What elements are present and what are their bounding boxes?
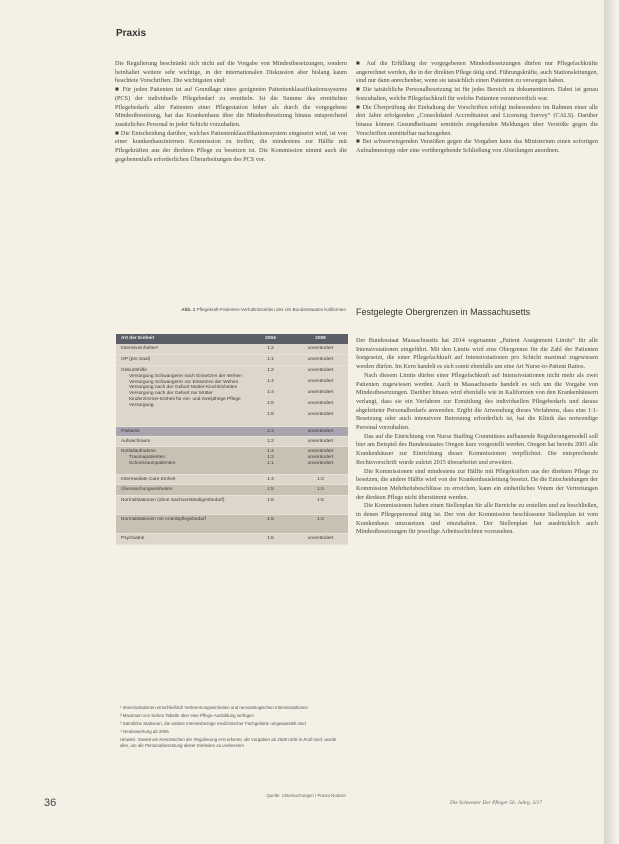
value-2004: 1:4 bbox=[267, 390, 274, 395]
value-2004: 1:1 bbox=[267, 461, 274, 466]
table-row bbox=[116, 534, 348, 545]
header-cell: 2008 bbox=[315, 336, 326, 342]
row-label: Überwachungseinheiten bbox=[121, 487, 173, 492]
row-label: Aufwachraum bbox=[121, 439, 151, 444]
table-source: Quelle: Untersuchungen / Praxis-Notizen bbox=[266, 793, 346, 798]
row-label-cell bbox=[116, 475, 248, 483]
bullet-icon: ■ bbox=[356, 60, 367, 67]
row-sublabel: Kinderzimmer-Einheit für ein- und zweijährige Pflege Versorgung bbox=[129, 396, 241, 408]
page-edge bbox=[604, 0, 619, 844]
value-2008-cell: unverändert bbox=[307, 439, 334, 444]
row-sublabel: Versorgung Schwangerer nach Einsetzen der Wehen bbox=[129, 373, 242, 379]
row-label: Normalstationen (ohne Sachverständigenbedarf) bbox=[121, 498, 225, 503]
value-2008-cell: unverändert bbox=[307, 346, 334, 351]
value-2004-cell: 1:2 bbox=[267, 439, 274, 444]
paragraph: Nach diesem Limits dürfen einer Pflegefachkraft auf Intensivstationen nicht mehr als zwei Patienten zugewiesen werden. Auch in Massachusetts handelt es sich um die Vorgabe von Mindestbesetzungen. Darüber hinaus wird ebenfalls wie in Kalifornien von den Krankenhäusern verlangt, dass sie ein Verfahren zur Ermittlung des individuellen Pflegebedarfs und daraus abgeleiteter Personalbedarfs anwenden. Ergibt die Anwendung dieses Verfahrens, dass eine 1:1-Besetzung oder auch intensivere Betreuung erforderlich ist, hat die Klinik das notwendige Personal vorzuhalten. bbox=[356, 371, 598, 432]
right-column-bottom bbox=[356, 337, 598, 537]
value-2004-cell bbox=[248, 366, 293, 423]
value-2008: unverändert bbox=[307, 401, 334, 406]
value-2004: 1:6 bbox=[267, 401, 274, 406]
row-label: Geburtshilfe bbox=[121, 368, 147, 373]
value-2008-cell bbox=[293, 447, 348, 467]
table-row bbox=[116, 475, 348, 485]
left-column bbox=[115, 60, 347, 164]
bullet-icon: ■ bbox=[356, 103, 363, 111]
paragraph: Der Bundesstaat Massachusetts hat 2014 sogenannte „Patient Assignment Limits“ für alle Intensivstationen eingeführt. Mit den Limits wird eine Obergrenze für die Zahl der Patienten festgesetzt, die einer Pflegefachkraft auf Intensivstationen pro Schicht maximal zugewiesen werden dürfen. Im Kern handelt es sich somit ebenfalls um eine Art Nurse-to-Patient Ratios. bbox=[356, 337, 598, 371]
table-row bbox=[116, 447, 348, 475]
bullet-paragraph: ■ Die tatsächliche Personalbesetzung ist für jedes Bereich zu dokumentieren. Dabei ist genau festzuhalten, welche Pflegefachkraft für welche Patienten verantwortlich war. bbox=[356, 86, 598, 102]
value-2004: 1:2 bbox=[267, 368, 274, 373]
row-sublabel: Versorgung Schwangerer vor Einsetzen der Wehen bbox=[129, 379, 239, 385]
table-header bbox=[116, 334, 348, 344]
value-2004-cell: 1:5 bbox=[267, 487, 274, 492]
value-2004-cell: 1:1 bbox=[267, 357, 274, 362]
row-label: Notfallaufnahme bbox=[121, 449, 156, 454]
value-2004: 1:4 bbox=[267, 379, 274, 384]
value-2004-cell bbox=[248, 447, 293, 467]
bullet-icon: ■ bbox=[115, 86, 123, 94]
table-body bbox=[116, 344, 348, 545]
value-2008-cell: unverändert bbox=[307, 429, 334, 434]
value-2008-cell: unverändert bbox=[307, 536, 334, 541]
table-notes bbox=[120, 705, 346, 751]
row-label-cell bbox=[116, 485, 248, 493]
value-2004-cell: 1:6 bbox=[267, 536, 274, 541]
row-label: Intermediate Care Einheit bbox=[121, 477, 176, 482]
paragraph: Die Regulierung beschränkt sich nicht auf die Vorgabe von Mindestbesetzungen, sondern beinhaltet weitere sehr wichtige, in der internationalen Diskussion aber bislang kaum beachtete Vorschriften. Die wichtigsten sind: bbox=[115, 60, 347, 85]
row-sublabel: Versorgung nach der Geburt Mutter-Kind-Einheiten bbox=[129, 385, 238, 391]
table-row bbox=[116, 427, 348, 437]
note: ¹ Intensivstationen einschließlich Verbrennungseinheiten und neonatologischen Intensivstationen bbox=[120, 705, 308, 710]
value-2008: unverändert bbox=[307, 412, 334, 417]
row-sublabel: Schockraumpatienten bbox=[129, 460, 176, 466]
bullet-paragraph: ■ Die Entscheidung darüber, welches Patientenklassifikationssystem eingesetzt wird, ist von einer krankenhausinternen Kommission zu treffen, die mindestens zur Hälfte mit Pflegekräften aus der direkten Pflege zu besetzen ist. Die Kommission nimmt auch die gegebenenfalls erforderlichen Überarbeitungen des PCS vor. bbox=[115, 129, 347, 163]
paragraph: Das auf die Einrichtung von Nurse Staffing Committees aufbauende Regulierungsmodell soll hier am Beispiel des Bundesstaates Oregon kurz vorgestellt werden. Oregon hat bereits 2001 alle Krankenhäuser zur Einrichtung dieser Kommissionen verpflichtet. Die entsprechende Rechtsvorschrift wurde zuletzt 2015 überarbeitet und erweitert. bbox=[356, 432, 598, 466]
bullet-icon: ■ bbox=[115, 129, 121, 137]
row-label-cell bbox=[116, 366, 248, 409]
note: ² Maximum von sieben Tabelle über eine Pflege-Ausbildung verfügen bbox=[120, 713, 254, 718]
table-row bbox=[116, 355, 348, 366]
bullet-paragraph: ■ Auf die Erfüllung der vorgegebenen Mindestbesetzungen dürfen nur Pflegefachkräfte angerechnet werden, die in der direkten Pflege tätig sind. Führungskräfte, auch Stationsleitungen, sind nur dann anrechenbar, wenn sie tatsächlich einen Patienten zu versorgen haben. bbox=[356, 60, 598, 85]
bullet-paragraph: ■ Die Überprüfung der Einhaltung der Vorschriften erfolgt insbesondere im Rahmen einer alle drei Jahre erfolgenden „Consolidated Accreditation and Licensing Survey“ (CALS). Darüber hinaus können Gesundheitsamt ermitteln eingehenden Meldungen über Verstöße gegen die Vorschriften unmittelbar nachzugehen. bbox=[356, 103, 598, 137]
value-2008-cell: 1:4 bbox=[317, 487, 324, 492]
row-sublabel: Versorgung nach der Geburt nur Mütter bbox=[129, 391, 213, 397]
row-label-cell bbox=[116, 447, 248, 466]
value-2004-cell: 1:4 bbox=[267, 477, 274, 482]
table-row bbox=[116, 496, 348, 515]
ratio-table bbox=[116, 334, 348, 545]
value-2008-cell: 1:4 bbox=[317, 517, 324, 522]
row-label-cell bbox=[116, 355, 248, 363]
note: Hinweis: Soweit ein Kennzeichen der Regulierung erst erkennt, die Vorgaben ab 2008 nicht in Kraft sind, wurde dies, um die Personalbesetzung dieser Einheiten zu verbessern bbox=[120, 737, 337, 748]
header-cell: 2004 bbox=[265, 336, 276, 342]
table-row bbox=[116, 515, 348, 534]
row-label: Normalstationen mit Anteilspflegebedarf bbox=[121, 517, 206, 522]
value-2008: unverändert bbox=[307, 390, 334, 395]
value-2004: 1:4 bbox=[267, 449, 274, 454]
table-caption bbox=[150, 307, 346, 314]
value-2004: 1:8 bbox=[267, 412, 274, 417]
row-label: Pädiatrie bbox=[121, 429, 140, 434]
row-label-cell bbox=[116, 496, 248, 504]
value-2008: unverändert bbox=[307, 449, 334, 454]
row-sublabel: Traumapatienten bbox=[129, 454, 166, 460]
subheading: Festgelegte Obergrenzen in Massachusetts bbox=[356, 307, 531, 317]
value-2008-cell: 1:5 bbox=[317, 498, 324, 503]
page-number: 36 bbox=[44, 797, 57, 809]
caption-text: Pflegekraft-Patienten-Verhältniszahlen des US-Bundesstaates Kalifornien bbox=[196, 307, 346, 312]
journal-name: Die Schwester Der Pfleger 56. Jahrg. 3/17 bbox=[450, 800, 543, 806]
row-label-cell bbox=[116, 427, 248, 435]
value-2004-cell: 1:4 bbox=[267, 429, 274, 434]
row-label-cell bbox=[116, 344, 248, 352]
caption-label: Abb. 1 bbox=[181, 307, 196, 312]
row-label-cell bbox=[116, 437, 248, 445]
row-label-cell bbox=[116, 515, 248, 523]
value-2004: 1:2 bbox=[267, 455, 274, 460]
note: ³ Sämtliche Stationen, die andere Intensivbezüge medizinischer Fachgebiete umgewandelt sind bbox=[120, 721, 306, 726]
value-2008: unverändert bbox=[307, 461, 334, 466]
value-2008-cell bbox=[293, 366, 348, 423]
value-2008: unverändert bbox=[307, 379, 334, 384]
value-2008-cell: 1:3 bbox=[317, 477, 324, 482]
paragraph: Die Kommissionen sind mindestens zur Hälfte mit Pflegekräften aus der direkten Pflege zu besetzen, die andere Hälfte wird von der Krankenhausleitung besetzt. Da die Entscheidungen der Kommission Mehrheitsbeschlüsse zu erreichen, kann ein einheitliches Votum der Vertretungen der direkten Pflege nicht überstimmt werden. bbox=[356, 467, 598, 501]
bullet-icon: ■ bbox=[356, 86, 363, 94]
row-label: Psychiatrie bbox=[121, 536, 145, 541]
row-label: OP (pro Saal) bbox=[121, 357, 151, 362]
table-row bbox=[116, 437, 348, 447]
bullet-paragraph: ■ Bei schwerwiegenden Verstößen gegen die Vorgaben kann das Ministerium einen sofortigen Aufnahmestopp oder eine vorübergehende Schließung von Abteilungen anordnen. bbox=[356, 138, 598, 155]
value-2004-cell: 1:5 bbox=[267, 517, 274, 522]
header-cell: Art der Einheit bbox=[121, 336, 155, 342]
table-row bbox=[116, 366, 348, 427]
value-2004-cell: 1:6 bbox=[267, 498, 274, 503]
value-2008-cell: unverändert bbox=[307, 357, 334, 362]
paragraph: Die Kommissionen haben einen Stellenplan für alle Bereiche zu erstellen und zu beschließen, in denen Pflegepersonal tätig ist. Der von der Kommission beschlossene Stellenplan ist vom Krankenhaus umzusetzen und einzuhalten. Der Stellenplan hat ausdrücklich auch Mindestbesetzungen für jeweilige Arbeitsschichten vorzusehen. bbox=[356, 502, 598, 536]
value-2008: unverändert bbox=[307, 368, 334, 373]
value-2004-cell: 1:2 bbox=[267, 346, 274, 351]
note: ⁴ Neubewertung ab 2006 bbox=[120, 729, 169, 734]
table-row bbox=[116, 344, 348, 355]
bullet-paragraph: ■ Für jeden Patienten ist auf Grundlage eines geeigneten Patientenklassifikationssystems (PCS) der individuelle Pflegebedarf zu ermitteln. Ist die Summe des ermittelten Pflegebedarfs aller Patienten einer Pflegestation höher als durch die vorgegebene Mindestbesetzung, hat das Krankenhaus über die Mindestbesetzung hinaus entsprechend zusätzliches Personal in jeder Schicht vorzuhalten. bbox=[115, 86, 347, 128]
table-row bbox=[116, 485, 348, 496]
section-title: Praxis bbox=[116, 28, 147, 39]
row-label: Intensiveinheiten¹ bbox=[121, 346, 159, 351]
row-label-cell bbox=[116, 534, 248, 542]
bullet-icon: ■ bbox=[356, 138, 363, 146]
right-column-top bbox=[356, 60, 598, 156]
value-2008: unverändert bbox=[307, 455, 334, 460]
